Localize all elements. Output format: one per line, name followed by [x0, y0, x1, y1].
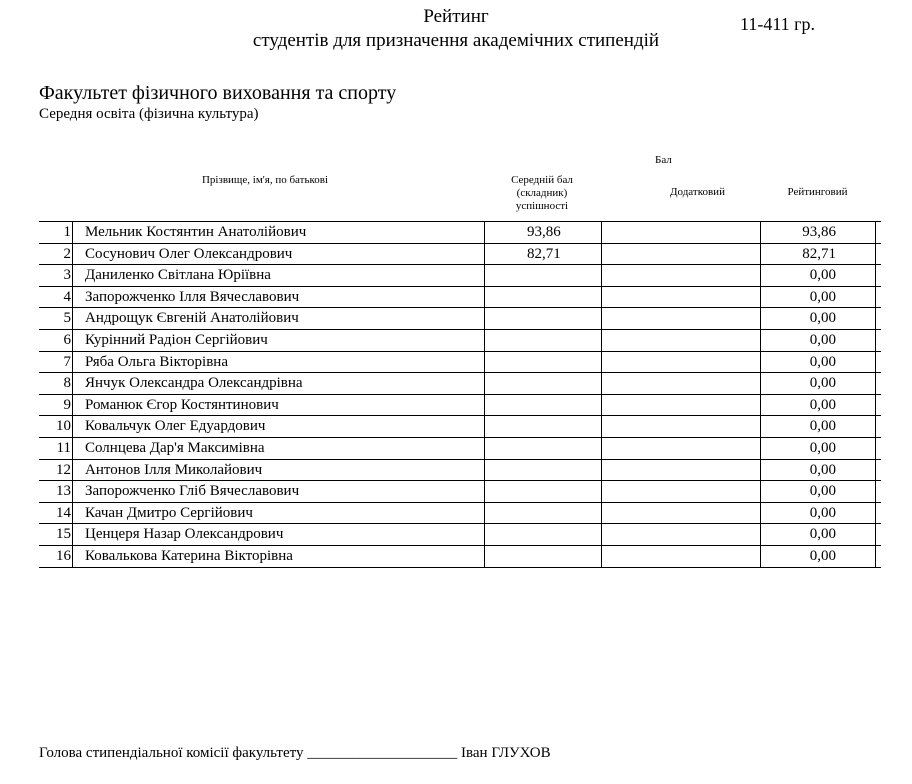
column-group-header-bal: Бал [655, 154, 672, 166]
rating-score: 0,00 [760, 330, 876, 351]
average-score [484, 438, 602, 459]
row-number: 3 [39, 265, 73, 286]
table-row [39, 308, 881, 330]
student-name: Ковальчук Олег Едуардович [85, 418, 266, 435]
additional-score [601, 244, 761, 265]
table-row [39, 460, 881, 482]
average-score [484, 481, 602, 502]
rating-score: 93,86 [760, 222, 876, 243]
row-number: 4 [39, 287, 73, 308]
rating-score: 0,00 [760, 308, 876, 329]
average-score [484, 524, 602, 545]
table-row [39, 395, 881, 417]
table-row [39, 352, 881, 374]
additional-score [601, 460, 761, 481]
table-row [39, 524, 881, 546]
rating-score: 0,00 [760, 287, 876, 308]
rating-score: 0,00 [760, 395, 876, 416]
rating-score: 0,00 [760, 438, 876, 459]
additional-score [601, 330, 761, 351]
table-row [39, 222, 881, 244]
additional-score [601, 481, 761, 502]
signature-line: ____________________ [307, 745, 458, 761]
student-name: Даниленко Світлана Юріївна [85, 267, 271, 284]
row-number: 7 [39, 352, 73, 373]
rating-score: 0,00 [760, 460, 876, 481]
average-score [484, 352, 602, 373]
student-name: Сосунович Олег Олександрович [85, 245, 293, 262]
row-number: 10 [39, 416, 73, 437]
average-score [484, 460, 602, 481]
rating-score: 0,00 [760, 373, 876, 394]
row-number: 15 [39, 524, 73, 545]
student-name: Янчук Олександра Олександрівна [85, 375, 303, 392]
table-row [39, 546, 881, 568]
group-label: 11-411 гр. [740, 14, 816, 34]
signature-label: Голова стипендіальної комісії факультету [39, 745, 304, 761]
row-number: 16 [39, 546, 73, 567]
table-row [39, 330, 881, 352]
additional-score [601, 265, 761, 286]
table-row [39, 416, 881, 438]
average-score [484, 546, 602, 567]
average-score [484, 287, 602, 308]
row-number: 9 [39, 395, 73, 416]
table-row [39, 373, 881, 395]
additional-score [601, 222, 761, 243]
additional-score [601, 438, 761, 459]
average-score [484, 330, 602, 351]
average-score [484, 416, 602, 437]
rating-score: 0,00 [760, 503, 876, 524]
average-score: 82,71 [484, 244, 602, 265]
row-number: 8 [39, 373, 73, 394]
additional-score [601, 503, 761, 524]
additional-score [601, 416, 761, 437]
average-score [484, 503, 602, 524]
student-name: Солнцева Дар'я Максимівна [85, 439, 265, 456]
additional-score [601, 352, 761, 373]
table-row [39, 438, 881, 460]
additional-score [601, 546, 761, 567]
additional-score [601, 373, 761, 394]
average-score [484, 308, 602, 329]
column-header-name: Прізвище, ім'я, по батькові [201, 174, 329, 186]
student-name: Ковалькова Катерина Вікторівна [85, 547, 293, 564]
table-row [39, 481, 881, 503]
additional-score [601, 524, 761, 545]
row-number: 14 [39, 503, 73, 524]
table-row [39, 265, 881, 287]
row-number: 12 [39, 460, 73, 481]
table-row [39, 244, 881, 266]
student-name: Романюк Єгор Костянтинович [85, 396, 279, 413]
rating-score: 0,00 [760, 481, 876, 502]
document-subtitle: студентів для призначення академічних стипендій [252, 30, 660, 51]
average-score: 93,86 [484, 222, 602, 243]
column-header-rating: Рейтинговий [787, 186, 848, 198]
row-number: 2 [39, 244, 73, 265]
faculty-name: Факультет фізичного виховання та спорту [39, 82, 397, 104]
row-number: 13 [39, 481, 73, 502]
additional-score [601, 395, 761, 416]
rating-score: 0,00 [760, 416, 876, 437]
student-name: Мельник Костянтин Анатолійович [85, 224, 307, 240]
rating-score: 82,71 [760, 244, 876, 265]
column-header-additional: Додатковий [670, 186, 725, 198]
table-row [39, 287, 881, 309]
column-header-average: Середній бал (складник) успішності [511, 174, 573, 212]
average-score [484, 395, 602, 416]
program-name: Середня освіта (фізична культура) [39, 106, 259, 122]
signer-name: Іван ГЛУХОВ [461, 745, 551, 761]
student-name: Ценцеря Назар Олександрович [85, 526, 284, 543]
rating-score: 0,00 [760, 265, 876, 286]
row-number: 11 [39, 438, 73, 459]
student-name: Качан Дмитро Сергійович [85, 504, 253, 521]
student-name: Андрощук Євгеній Анатолійович [85, 310, 299, 327]
student-name: Курінний Радіон Сергійович [85, 331, 268, 348]
average-score [484, 265, 602, 286]
rating-score: 0,00 [760, 352, 876, 373]
rating-score: 0,00 [760, 546, 876, 567]
rating-table [39, 221, 881, 568]
row-number: 1 [39, 222, 73, 243]
student-name: Антонов Ілля Миколайович [85, 461, 263, 478]
row-number: 5 [39, 308, 73, 329]
table-row [39, 503, 881, 525]
additional-score [601, 308, 761, 329]
student-name: Запорожченко Ілля Вячеславович [85, 288, 300, 305]
student-name: Ряба Ольга Вікторівна [85, 353, 228, 370]
rating-score: 0,00 [760, 524, 876, 545]
additional-score [601, 287, 761, 308]
document-title: Рейтинг [423, 6, 489, 27]
average-score [484, 373, 602, 394]
row-number: 6 [39, 330, 73, 351]
signature-block [39, 745, 551, 762]
student-name: Запорожченко Гліб Вячеславович [85, 483, 300, 500]
